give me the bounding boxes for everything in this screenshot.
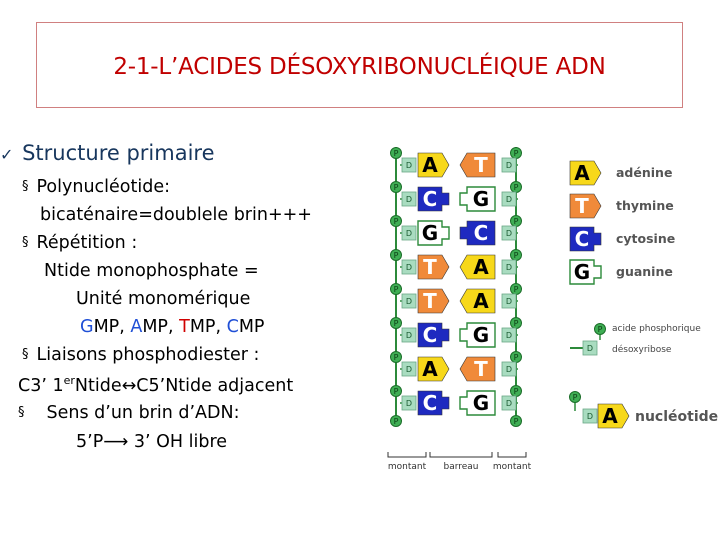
amp-letter: A — [130, 317, 143, 337]
sugar-label: D — [405, 365, 413, 374]
bracket-line — [430, 452, 492, 457]
sugar-label: D — [586, 412, 594, 421]
dna-legend — [570, 161, 719, 428]
tmp-rest: MP, — [189, 317, 227, 337]
bullet-repetition — [22, 233, 137, 253]
amp-rest: MP, — [142, 317, 180, 337]
liaisons-text: Liaisons phosphodiester : — [36, 345, 260, 365]
phosphate-label: P — [393, 319, 399, 329]
legend-item-g — [570, 260, 673, 284]
phosphate-label: P — [393, 217, 399, 227]
phosphate-label: P — [513, 285, 519, 295]
sens-value: 5’P⟶ 3’ OH libre — [76, 432, 228, 452]
phosphate-label: P — [513, 217, 519, 227]
phosphate-label: P — [393, 417, 399, 427]
phosphate-label: P — [393, 353, 399, 363]
sugar-label: D — [405, 229, 413, 238]
legend-label: cytosine — [616, 231, 676, 246]
phosphate-label: P — [513, 251, 519, 261]
desoxyribose-label: désoxyribose — [612, 345, 672, 355]
sugar-label: D — [505, 331, 513, 340]
base-letter: C — [574, 227, 590, 251]
legend-label: adénine — [616, 165, 673, 180]
legend-label: thymine — [616, 198, 674, 213]
sugar-label: D — [505, 195, 513, 204]
phosphate-label: P — [513, 387, 519, 397]
base-letter: T — [575, 194, 589, 218]
tmp-letter: T — [179, 317, 190, 337]
bullet-liaisons — [22, 345, 259, 365]
base-letter: A — [473, 255, 489, 279]
phosphate-label: P — [513, 353, 519, 363]
base-pair-7 — [391, 352, 522, 382]
base-letter: A — [473, 289, 489, 313]
sugar-label: D — [405, 399, 413, 408]
base-letter: T — [423, 289, 437, 313]
phosphate-label: P — [597, 325, 603, 335]
bracket-line — [388, 452, 426, 457]
base-letter: G — [472, 187, 490, 211]
base-letter: C — [473, 221, 489, 245]
c3-line — [18, 374, 293, 396]
phosphate-label: P — [393, 387, 399, 397]
base-letter: T — [474, 153, 488, 177]
gmp-letter: G — [80, 317, 94, 337]
bullet-icon: § — [18, 405, 25, 420]
sugar-label: D — [505, 365, 513, 374]
base-letter: C — [422, 391, 438, 415]
base-pair-4 — [391, 250, 522, 280]
base-pair-8 — [391, 386, 522, 416]
base-letter: C — [422, 187, 438, 211]
bracket-line — [498, 452, 526, 457]
legend-item-c — [570, 227, 675, 251]
unite-text: Unité monomérique — [76, 289, 251, 309]
sugar-label: D — [405, 331, 413, 340]
barreau-label: barreau — [443, 462, 479, 472]
phosphate-label: P — [393, 149, 399, 159]
legend-label: guanine — [616, 264, 673, 279]
polynucleotide-text: Polynucléotide: — [36, 177, 170, 197]
legend-backbone — [570, 324, 701, 356]
sugar-label: D — [505, 229, 513, 238]
nucleotide-label: nucléotide — [635, 409, 719, 425]
base-letter: A — [422, 357, 438, 381]
bullet-sens — [18, 403, 240, 423]
base-letter: A — [602, 404, 618, 428]
phosphate-label: P — [393, 285, 399, 295]
phosphate-label: P — [513, 149, 519, 159]
acide-phosphorique-label: acide phosphorique — [612, 324, 701, 334]
nucleotide-list — [80, 317, 264, 337]
legend-item-t — [570, 194, 674, 218]
repetition-text: Répétition : — [36, 233, 138, 253]
sugar-label: D — [505, 297, 513, 306]
base-letter: G — [472, 391, 490, 415]
phosphate-label: P — [393, 183, 399, 193]
base-letter: G — [421, 221, 439, 245]
base-letter: G — [472, 323, 490, 347]
sugar-label: D — [405, 263, 413, 272]
sugar-label: D — [505, 161, 513, 170]
legend-item-a — [570, 161, 672, 185]
base-letter: G — [573, 260, 591, 284]
phosphate-label: P — [513, 417, 519, 427]
legend-nucleotide — [570, 392, 719, 429]
section-heading — [0, 141, 215, 165]
title-box — [36, 22, 683, 108]
dna-diagram — [380, 135, 720, 480]
base-letter: T — [474, 357, 488, 381]
slide-title: 2-1-L’ACIDES DÉSOXYRIBONUCLÉIQUE ADN — [113, 54, 606, 80]
phosphate-label: P — [393, 251, 399, 261]
bullet-icon: § — [22, 347, 29, 362]
montant-left-label: montant — [387, 462, 427, 472]
bullet-icon: § — [22, 235, 29, 250]
sens-text: Sens d’un brin d’ADN: — [46, 403, 240, 423]
base-letter: T — [423, 255, 437, 279]
dna-strands — [388, 147, 532, 472]
base-pair-1 — [391, 148, 522, 178]
cmp-letter: C — [226, 317, 239, 337]
sugar-label: D — [405, 161, 413, 170]
ntide-mono-text: Ntide monophosphate = — [44, 261, 259, 281]
c3-text: C3’ 1 — [18, 375, 64, 396]
gmp-rest: MP, — [93, 317, 131, 337]
sugar-label: D — [505, 399, 513, 408]
phosphate-label: P — [513, 319, 519, 329]
base-letter: A — [574, 161, 590, 185]
base-letter: A — [422, 153, 438, 177]
bullet-polynucleotide — [22, 177, 170, 197]
sugar-label: D — [505, 263, 513, 272]
sugar-label: D — [586, 344, 594, 353]
base-letter: C — [422, 323, 438, 347]
phosphate-label: P — [513, 183, 519, 193]
cmp-rest: MP — [238, 317, 265, 337]
base-pair-5 — [391, 284, 522, 314]
bicatenaire-text: bicaténaire=doublele brin+++ — [40, 205, 312, 225]
base-pair-2 — [391, 182, 522, 212]
sugar-label: D — [405, 195, 413, 204]
c3-superscript: er — [63, 374, 75, 387]
montant-right-label: montant — [492, 462, 532, 472]
checkmark-icon: ✓ — [0, 145, 14, 164]
base-pair-3 — [391, 216, 522, 246]
c3-rest: Ntide↔C5’Ntide adjacent — [74, 375, 294, 396]
bullet-icon: § — [22, 179, 29, 194]
phosphate-label: P — [572, 393, 578, 403]
base-pair-6 — [391, 318, 522, 348]
section-heading-text: Structure primaire — [22, 141, 215, 165]
sugar-label: D — [405, 297, 413, 306]
